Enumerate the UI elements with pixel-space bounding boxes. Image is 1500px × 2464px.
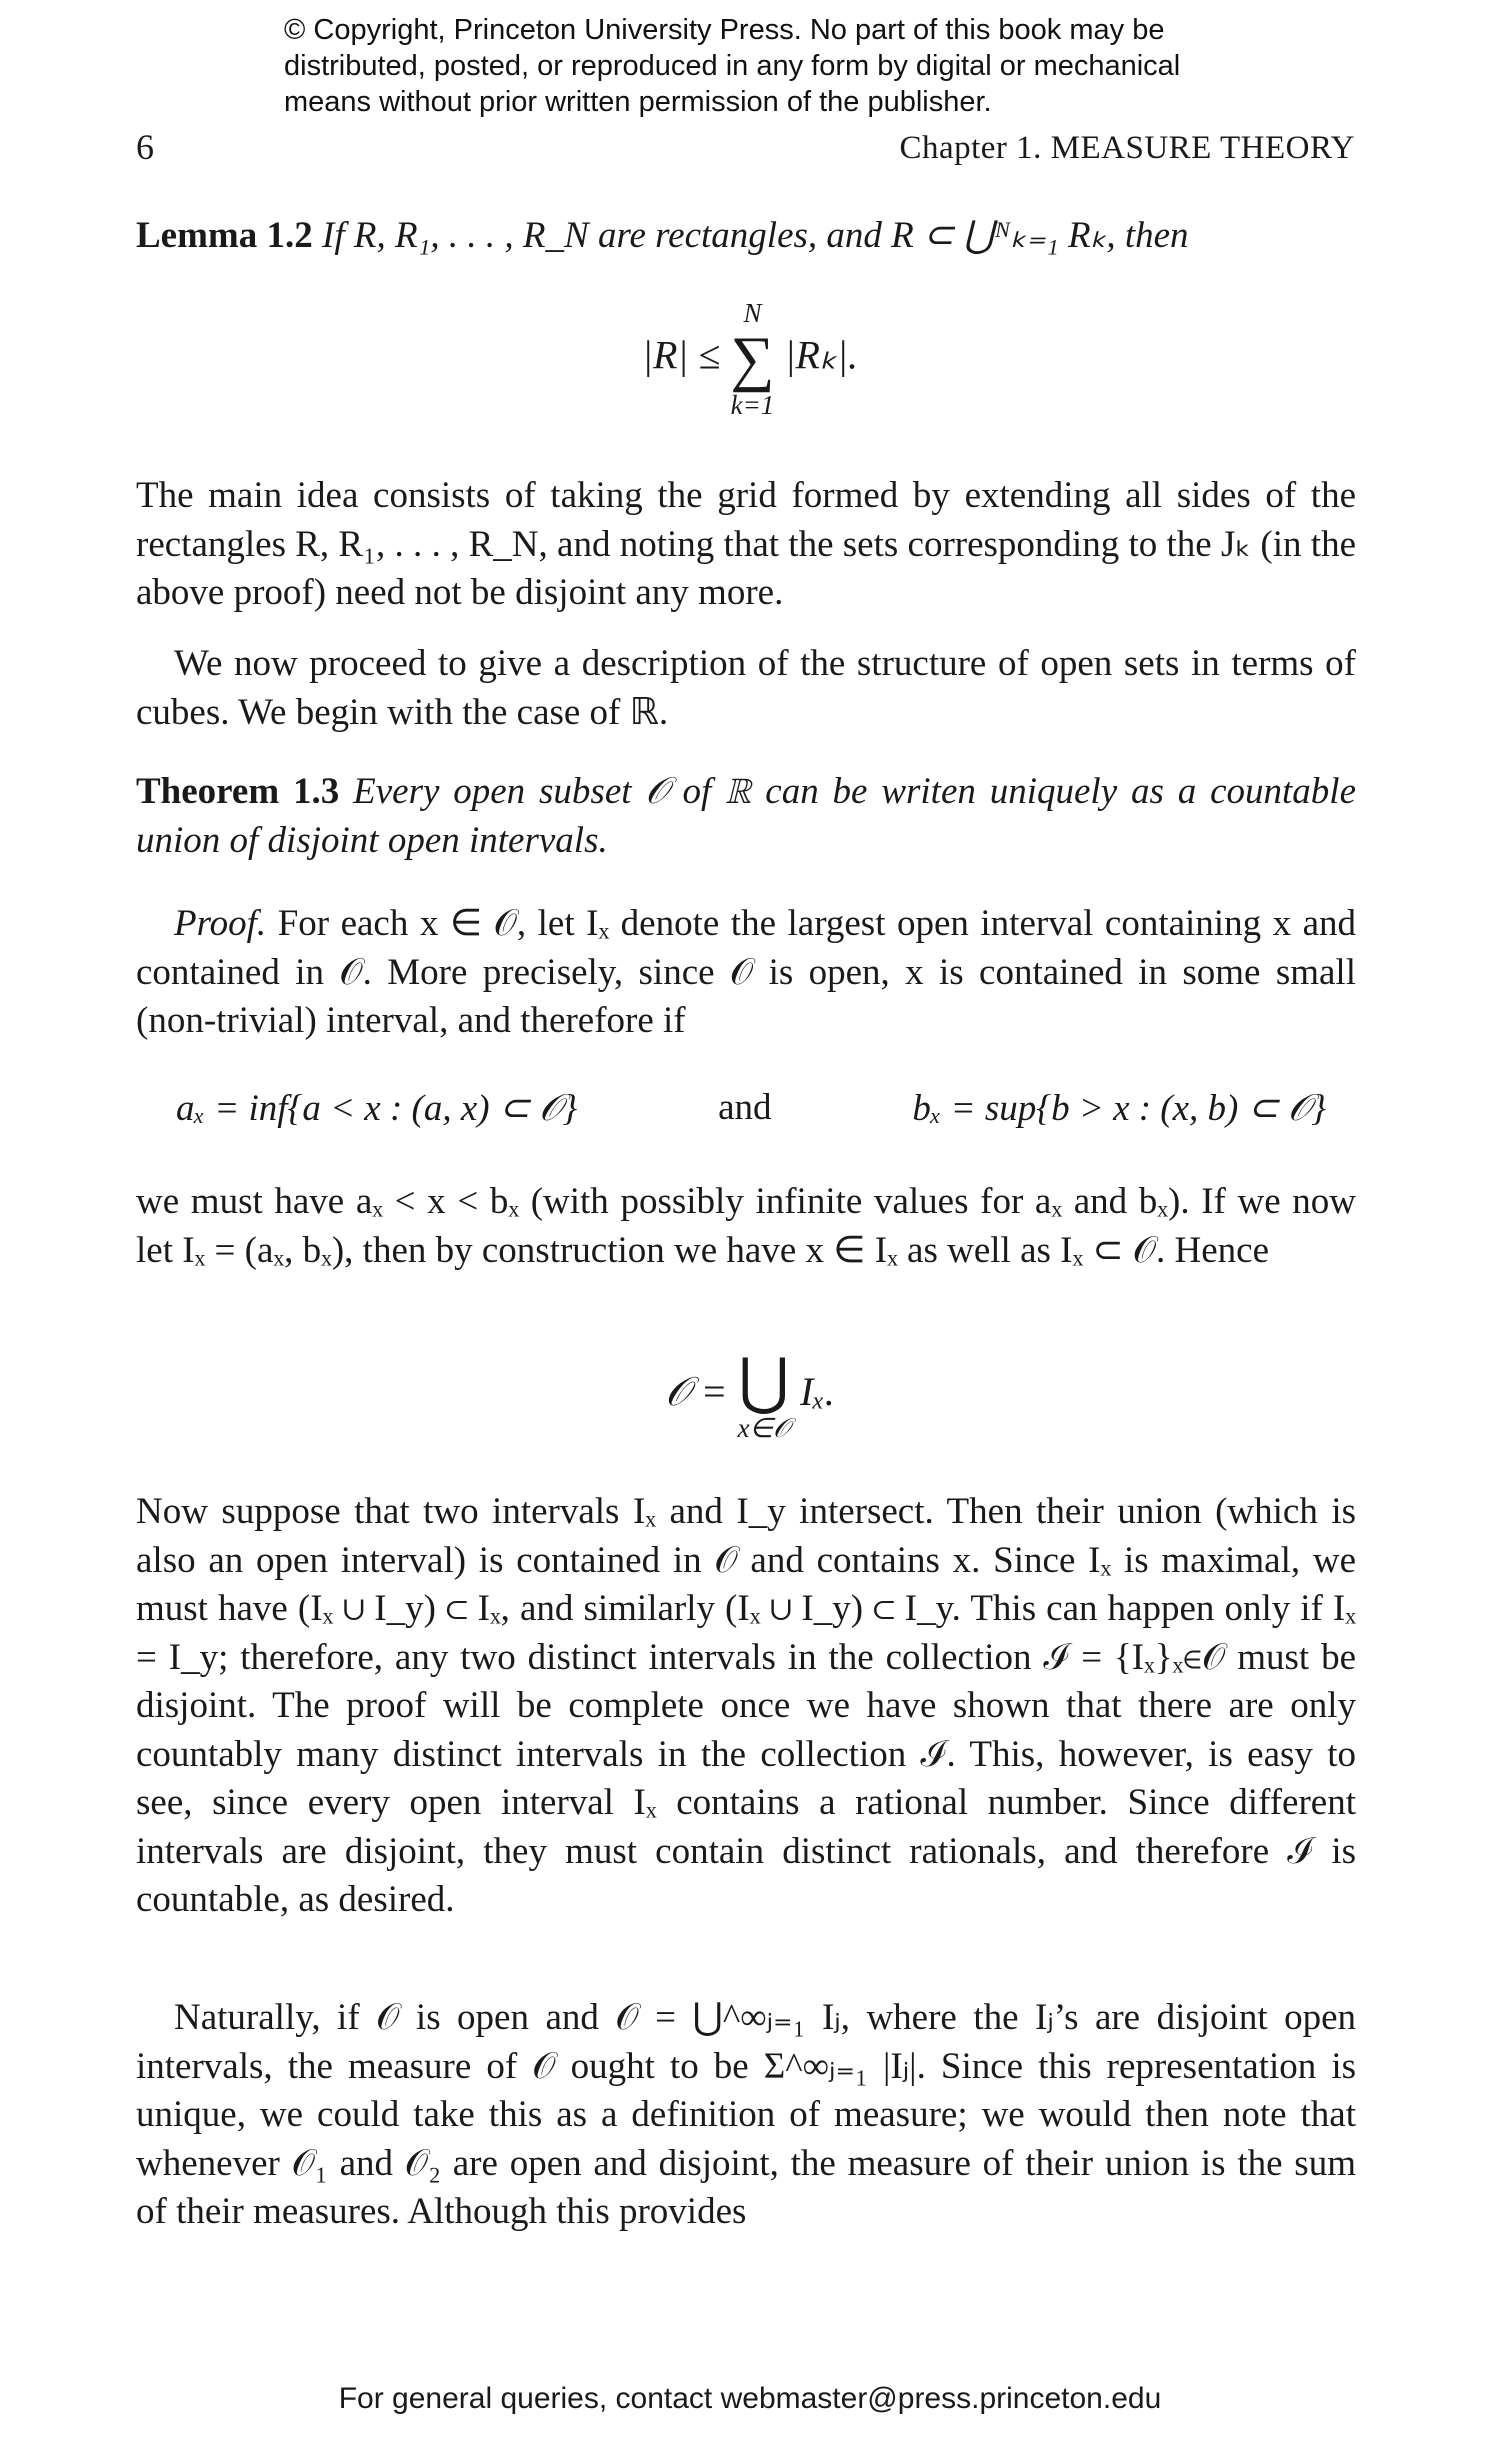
union-symbol: ⋃: [738, 1348, 790, 1416]
footer-contact: For general queries, contact webmaster@press.princeton.edu: [338, 2382, 1162, 2415]
proof-conclusion: [136, 1488, 1356, 1925]
lemma-label: Lemma 1.2: [136, 215, 313, 256]
equation-left: |R| ≤: [641, 332, 721, 378]
proof-definitions: [176, 1086, 1326, 1130]
definition-b: bₓ = sup{b > x : (x, b) ⊂ 𝒪}: [912, 1088, 1326, 1129]
copyright-line: means without prior written permission of the publisher.: [284, 86, 992, 118]
definition-a: aₓ = inf{a < x : (a, x) ⊂ 𝒪}: [176, 1088, 578, 1129]
paragraph-naturally: Naturally, if 𝒪 is open and 𝒪 = ⋃^∞ⱼ₌₁ Iⱼ, where the Iⱼ’s are disjoint open intervals, the measure of 𝒪 ought to be Σ^∞ⱼ₌₁ |Iⱼ|. Since this representation is unique, we could take this as a definition of measure; we would then note that whenever 𝒪₁ and 𝒪₂ are open and disjoint, the measure of their union is the sum of their measures. Although this provides: [136, 1997, 1356, 2232]
copyright-notice: [284, 12, 1244, 120]
running-head: Chapter 1. MEASURE THEORY: [899, 130, 1355, 166]
equation-right: |Rₖ|.: [784, 332, 859, 378]
lemma-display-equation: [0, 300, 1500, 419]
union-right: Iₓ.: [800, 1369, 835, 1415]
proof-conclusion-text: Now suppose that two intervals Iₓ and I_y intersect. Then their union (which is also an open interval) is contained in 𝒪 and contains x. Since Iₓ is maximal, we must have (Iₓ ∪ I_y) ⊂ Iₓ, and similarly (Iₓ ∪ I_y) ⊂ I_y. This can happen only if Iₓ = I_y; therefore, any two distinct intervals in the collection ℐ = {Iₓ}ₓ∈𝒪 must be disjoint. The proof will be complete once we have shown that there are only countably many distinct intervals in the collection ℐ. This, however, is easy to see, since every open interval Iₓ contains a rational number. Since different intervals are disjoint, they must contain distinct rationals, and therefore ℐ is countable, as desired.: [136, 1491, 1356, 1920]
lemma-statement: [136, 212, 1356, 261]
definition-and: and: [718, 1087, 772, 1128]
union-left: 𝒪 =: [665, 1369, 728, 1415]
sum-operator: [730, 300, 774, 419]
copyright-line: © Copyright, Princeton University Press. No part of this book may be: [284, 14, 1165, 46]
theorem-statement: [136, 768, 1356, 865]
theorem-label: Theorem 1.3: [136, 771, 340, 812]
paragraph-proceed: We now proceed to give a description of the structure of open sets in terms of cubes. We begin with the case of ℝ.: [136, 643, 1356, 733]
union-lower-limit: x∈𝒪: [737, 1413, 791, 1444]
paragraph-main-idea: The main idea consists of taking the grid formed by extending all sides of the rectangles R, R₁, . . . , R_N, and noting that the sets corresponding to the Jₖ (in the above proof) need not be disjoint any more.: [136, 475, 1356, 613]
union-operator: [738, 1350, 791, 1442]
proof-intro-text: For each x ∈ 𝒪, let Iₓ denote the largest open interval containing x and contained in 𝒪. More precisely, since 𝒪 is open, x is contained in some small (non-trivial) interval, and therefore if: [136, 903, 1357, 1041]
page-number: 6: [136, 127, 154, 167]
union-display-equation: [0, 1350, 1500, 1442]
sigma-symbol: ∑: [730, 325, 775, 393]
sum-upper-limit: N: [743, 298, 762, 328]
proof-after-definitions: we must have aₓ < x < bₓ (with possibly infinite values for aₓ and bₓ). If we now let Iₓ = (aₓ, bₓ), then by construction we have x ∈ Iₓ as well as Iₓ ⊂ 𝒪. Hence: [136, 1181, 1356, 1271]
proof-label: Proof.: [174, 903, 267, 944]
proof-intro: [136, 900, 1356, 1046]
theorem-text: Every open subset 𝒪 of ℝ can be writen uniquely as a countable union of disjoint open intervals.: [136, 771, 1356, 861]
copyright-line: distributed, posted, or reproduced in any form by digital or mechanical: [284, 50, 1181, 82]
lemma-text: If R, R₁, . . . , R_N are rectangles, and R ⊂ ⋃ᴺₖ₌₁ Rₖ, then: [322, 215, 1189, 256]
sum-lower-limit: k=1: [730, 390, 775, 421]
